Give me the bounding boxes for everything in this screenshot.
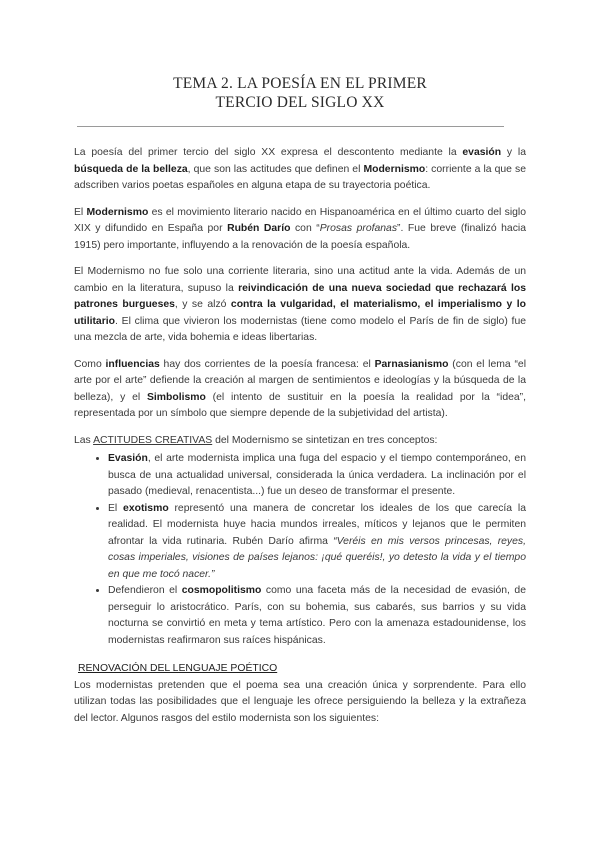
attitudes-list bbox=[74, 451, 526, 649]
title-line-2: TERCIO DEL SIGLO XX bbox=[215, 94, 385, 111]
section-heading: RENOVACIÓN DEL LENGUAJE POÉTICO bbox=[78, 663, 278, 674]
list-item-cosmopolitismo: • Defendieron el cosmopolitismo como una faceta más de la necesidad de evasión, de perseguir lo aristocrático. París, con su bohemia, sus cabarés, sus barrios y su vida nocturna se convirtió en meta y tema artístico. Pero con la amenaza estadounidense, los modernistas reafirmaron sus raíces hispánicas. bbox=[108, 583, 526, 649]
list-item-exotismo: • El exotismo representó una manera de concretar los ideales de los que carecía la realidad. El modernista huye hacia mundos irreales, míticos y lejanos que le permiten afrontar la vida rutinaria. Rubén Darío afirma “Veréis en mis versos princesas, reyes, cosas imperiales, visiones de países lejanos: ¡qué queréis!, yo detesto la vida y el tiempo en que me tocó nacer.” bbox=[108, 501, 526, 584]
document-body bbox=[74, 145, 526, 737]
title-divider bbox=[77, 126, 504, 127]
page-title bbox=[0, 74, 600, 112]
paragraph-renovation: Los modernistas pretenden que el poema sea una creación única y sorprendente. Para ello utilizan todas las posibilidades que el lenguaje les ofrece persiguiendo la belleza y la extrañeza del lector. Algunos rasgos del estilo modernista son los siguientes: bbox=[74, 679, 526, 724]
paragraph-influences: Como influencias hay dos corrientes de la poesía francesa: el Parnasianismo (con el lema “el arte por el arte” defiende la creación al margen de sentimientos e ideologías y la búsqueda de la belleza), y el Simbolismo (el intento de sustituir en la poesía la realidad por la “idea”, representada por un símbolo que siempre depende de la subjetividad del artista). bbox=[74, 358, 527, 419]
paragraph-definition: El Modernismo es el movimiento literario nacido en Hispanoamérica en el último cuarto del siglo XIX y difundido en España por Rubén Darío con “Prosas profanas”. Fue breve (finalizó hacia 1915) pero importante, influyendo a la renovación de la poesía española. bbox=[74, 206, 526, 251]
paragraph-attitude: El Modernismo no fue solo una corriente literaria, sino una actitud ante la vida. Además de un cambio en la literatura, supuso la reivindicación de una nueva sociedad que rechazará los patrones burgueses, y se alzó contra la vulgaridad, el materialismo, el imperialismo y lo utilitario. El clima que vivieron los modernistas (tiene como modelo el París de fin de siglo) fue una mezcla de arte, vida bohemia e ideas libertarias. bbox=[74, 266, 526, 343]
paragraph-attitudes-intro: Las ACTITUDES CREATIVAS del Modernismo se sintetizan en tres conceptos: bbox=[74, 434, 438, 446]
list-item-evasion: • Evasión, el arte modernista implica una fuga del espacio y el tiempo contemporáneo, en busca de una actualidad universal, considerada la única verdadera. La inclinación por el pasado (medieval, renacentista...) fue un deseo de transformar el presente. bbox=[108, 451, 526, 501]
title-line-1: TEMA 2. LA POESÍA EN EL PRIMER bbox=[173, 75, 427, 92]
paragraph-intro: La poesía del primer tercio del siglo XX expresa el descontento mediante la evasión y la búsqueda de la belleza, que son las actitudes que definen el Modernismo: corriente a la que se adscriben varios poetas españoles en alguna etapa de su trayectoria poética. bbox=[74, 147, 526, 191]
